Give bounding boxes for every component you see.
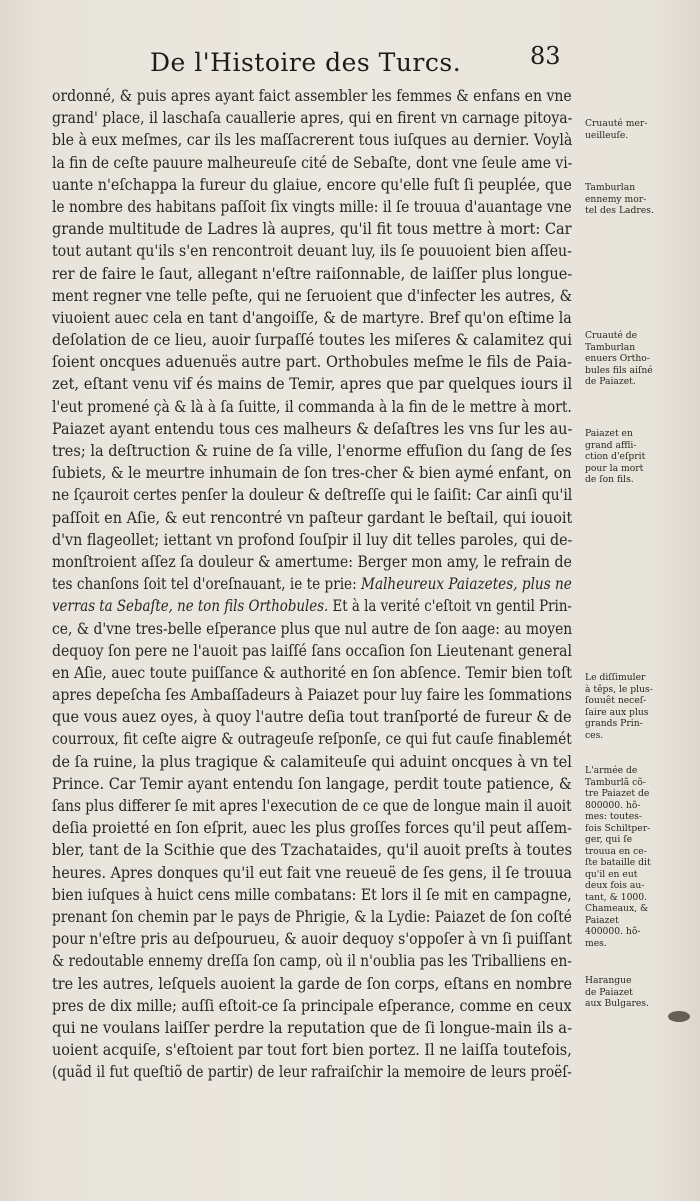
margin-note-line: Tamburlan: [585, 341, 636, 353]
text-line: prenant ſon chemin par le pays de Phrigie, & la Lydie: Paiazet de ſon coſté: [52, 907, 572, 926]
margin-note-line: de ſon fils.: [585, 474, 634, 485]
margin-note-line: Tamburlan: [585, 182, 636, 193]
text-line: courroux, fit ceſte aigre & outrageuſe reſponſe, ce qui fut cauſe finablemét: [52, 730, 572, 749]
text-line: que vous auez oyes, à quoy l'autre deſia tout tranſporté de fureur & de: [52, 708, 572, 727]
text-line: ſubiets, & le meurtre inhumain de ſon tres-cher & bien aymé enfant, on: [52, 464, 572, 483]
text-line: uante n'eſchappa la fureur du glaiue, encore qu'elle fuſt ſi peuplée, que: [52, 175, 572, 194]
margin-note: [585, 975, 697, 1010]
margin-note-line: deux fois au-: [585, 880, 645, 891]
margin-note-line: L'armée de: [585, 765, 638, 776]
margin-note: [585, 182, 697, 217]
ink-blot: [668, 1011, 690, 1022]
margin-note-line: ſte bataille dit: [585, 857, 651, 868]
text-line: qui ne voulans laiſſer perdre la reputation que de ſi longue-main ils a-: [52, 1018, 573, 1037]
margin-note-line: tre Paiazet de: [585, 788, 650, 799]
text-line: le nombre des habitans paſſoit ſix vingts mille: il ſe trouua d'auantage vne: [52, 197, 572, 216]
margin-note-line: tel des Ladres.: [585, 205, 654, 216]
text-line: d'vn flageollet; iettant vn profond ſouſpir il luy dit telles paroles, qui de-: [52, 530, 573, 549]
text-line: ce, & d'vne tres-belle eſperance plus que nul autre de ſon aage: au moyen: [52, 619, 573, 638]
text-line: tres; la deſtruction & ruine de ſa ville, l'enorme effuſion du ſang de ſes: [52, 442, 572, 460]
text-line: verras ta Sebaſte, ne ton fils Orthobules. Et à la verité c'eſtoit vn gentil Prin-: [52, 597, 572, 616]
text-line: ſans plus differer ſe mit apres l'execution de ce que de longue main il auoit: [52, 797, 572, 815]
margin-note-line: aux Bulgares.: [585, 998, 649, 1009]
text-line: rer de faire le ſaut, allegant n'eſtre raiſonnable, de laiſſer plus longue-: [52, 264, 573, 283]
text-line: ment regner vne telle peſte, qui ne ſeruoient que d'infecter les autres, &: [52, 286, 573, 305]
text-line: de ſa ruine, la plus tragique & calamiteuſe qui aduint oncques à vn tel: [52, 752, 572, 771]
text-line: ordonné, & puis apres ayant faict assembler les femmes & enfans en vne: [52, 87, 572, 105]
margin-note-line: de Paiazet.: [585, 376, 636, 387]
margin-note-line: grand affli-: [585, 439, 637, 451]
text-line: ble à eux meſmes, car ils les maſſacrerent tous iuſques au dernier. Voylà: [52, 131, 573, 150]
margin-note-line: ger, qui ſe: [585, 834, 633, 845]
text-line: pres de dix mille; auſſi eſtoit-ce ſa principale eſperance, comme en ceux: [52, 996, 572, 1015]
margin-note-line: ſouuêt neceſ-: [585, 695, 647, 706]
text-line: monſtroient aſſez ſa douleur & amertume: Berger mon amy, le refrain de: [52, 552, 572, 571]
running-title: De l'Histoire des Turcs.: [150, 48, 462, 77]
margin-note: [585, 428, 697, 486]
margin-note-line: enuers Ortho-: [585, 353, 650, 364]
text-line: deſia proietté en ſon eſprit, auec les plus groſſes forces qu'il peut aſſem-: [52, 819, 572, 838]
margin-note-line: Cruauté mer-: [585, 118, 648, 129]
margin-note-line: ction d'eſprit: [585, 451, 646, 462]
margin-note-line: Tamburlã cõ-: [585, 776, 646, 788]
text-line: l'eut promené çà & là à ſa ſuitte, il commanda à la fin de le mettre à mort.: [52, 397, 572, 416]
margin-note-line: Le diſſimuler: [585, 672, 646, 683]
margin-note-line: 800000. hõ-: [585, 799, 641, 811]
text-line: uoient acquiſe, s'eſtoient par tout fort bien portez. Il ne laiſſa toutefois,: [52, 1041, 572, 1060]
page-header: [150, 42, 570, 88]
margin-note-line: Cruauté de: [585, 330, 638, 341]
margin-note-line: ces.: [585, 729, 604, 741]
margin-note: [585, 118, 697, 141]
text-line: heures. Apres donques qu'il eut fait vne reueuë de ſes gens, il ſe trouua: [52, 863, 572, 882]
text-line: ſoient oncques aduenuës autre part. Orthobules meſme le fils de Paia-: [52, 353, 573, 372]
margin-note-line: ſaire aux plus: [585, 706, 649, 718]
main-text-column: [52, 85, 572, 1083]
text-line: deſolation de ce lieu, auoir ſurpaſſé toutes les miſeres & calamitez qui: [52, 331, 573, 350]
text-line: ne ſçauroit certes penſer la douleur & deſtreſſe qui le ſaiſit: Car ainſi qu'il: [52, 486, 573, 505]
text-line: Paiazet ayant entendu tous ces malheurs & deſaſtres les vns ſur les au-: [52, 419, 573, 438]
margin-note-line: ennemy mor-: [585, 193, 647, 205]
text-line: tes chanſons ſoit tel d'oreſnauant, ie te prie: Malheureux Paiazetes, plus ne: [52, 575, 572, 594]
text-line: apres depeſcha ſes Ambaſſadeurs à Paiazet pour luy faire les ſommations: [52, 686, 572, 705]
text-line: Prince. Car Temir ayant entendu ſon langage, perdit toute patience, &: [52, 774, 572, 793]
text-line: zet, eſtant venu vif és mains de Temir, apres que par quelques iours il: [52, 375, 573, 394]
margin-note-line: Paiazet en: [585, 428, 633, 439]
margin-note: [585, 330, 697, 388]
margin-note-line: bules fils aiſné: [585, 364, 653, 376]
text-line: bler, tant de la Scithie que des Tzachataides, qu'il auoit preſts à toutes: [52, 841, 573, 860]
margin-note-line: mes: toutes-: [585, 811, 642, 822]
margin-note-line: Chameaux, &: [585, 903, 649, 914]
text-line: tout autant qu'ils s'en rencontroit deuant luy, ils ſe pouuoient bien aſſeu-: [52, 242, 572, 261]
margin-note-line: ueilleuſe.: [585, 129, 629, 141]
page-number: 83: [530, 42, 561, 70]
text-line: paſſoit en Aſie, & eut rencontré vn paſteur gardant le beſtail, qui iouoit: [52, 508, 573, 527]
margin-note-line: grands Prin-: [585, 718, 643, 729]
text-line: la fin de ceſte pauure malheureuſe cité de Sebaſte, dont vne ſeule ame vi-: [52, 153, 573, 172]
text-line: tre les autres, leſquels auoient la garde de ſon corps, eſtans en nombre: [52, 974, 572, 993]
text-line: en Aſie, auec toute puiſſance & authorité en ſon abſence. Temir bien toſt: [52, 663, 572, 682]
text-line: pour n'eſtre pris au deſpourueu, & auoir dequoy s'oppoſer à vn ſi puiſſant: [52, 930, 572, 949]
margin-note-line: de Paiazet: [585, 986, 633, 998]
text-line: viuoient auec cela en tant d'angoiſſe, & de martyre. Bref qu'on eſtime la: [52, 308, 572, 327]
margin-note-line: pour la mort: [585, 462, 644, 474]
text-line: dequoy ſon pere ne l'auoit pas laiſſé ſans occaſion ſon Lieutenant general: [52, 641, 572, 660]
text-line: & redoutable ennemy dreſſa ſon camp, où il n'oublia pas les Triballiens en-: [52, 952, 572, 971]
margin-note-line: 400000. hõ-: [585, 926, 641, 937]
margin-note: [585, 672, 697, 741]
margin-note-line: Paiazet: [585, 914, 619, 926]
margin-note-line: tant, & 1000.: [585, 891, 648, 903]
margin-note-line: qu'il en eut: [585, 868, 638, 880]
text-line: (quãd il fut queſtiõ de partir) de leur rafraiſchir la memoire de leurs proëſ-: [52, 1063, 572, 1082]
text-line: grand' place, il laschaſa cauallerie apres, qui en firent vn carnage pitoya-: [52, 109, 573, 128]
margin-note-line: à têps, le plus-: [585, 683, 653, 695]
text-line: grande multitude de Ladres là aupres, qu'il fit tous mettre à mort: Car: [52, 220, 572, 239]
text-line: bien iuſques à huict cens mille combatans: Et lors il ſe mit en campagne,: [52, 885, 572, 904]
margin-note-line: fois Schiltper-: [585, 822, 651, 834]
margin-note-line: mes.: [585, 937, 607, 949]
margin-note-line: trouua en ce-: [585, 845, 647, 857]
margin-note: [585, 765, 697, 949]
margin-note-line: Harangue: [585, 975, 632, 986]
